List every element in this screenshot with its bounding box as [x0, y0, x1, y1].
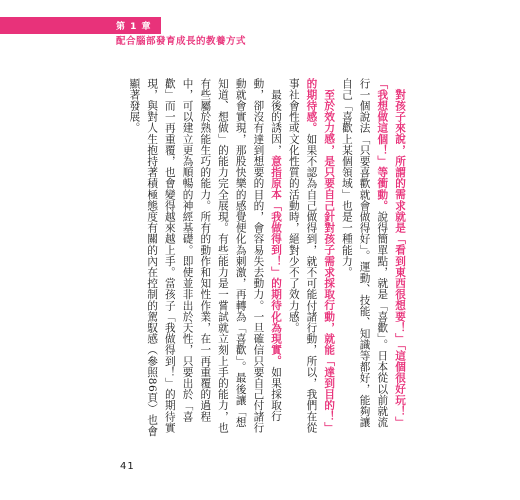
text-run: 如果採取行動，卻沒有達到想要的目的，會容易失去動力。一旦確信只要自己付諸行動就會實現，那股快樂的感覺便化為刺激，再轉為「喜歡」。最後讓「想知道、想做」的能力完全展現。有些能力是一嘗試就立刻上手的能力，也有些屬於熟能生巧的能力。所有的動作和知性作業，在一再重覆的過程中，可以建立更為順暢的神經基礎。即使並非出於天性，只要出於「喜歡」而一再重覆，也會變得越來越上手。當孩子「我做得到！」的期待實現，與對人生抱持著積極態度有關的內在控制的駕馭感（參照86頁）也會顯著發展。	[128, 78, 283, 437]
paragraph	[125, 78, 284, 438]
chapter-label: 第 1 章	[0, 17, 161, 34]
text-run: 說得簡單點，就是「喜歡」。日本從以前就流行一個說法「只要喜歡就會做得好」。運動、技能、知識等都好，能夠讓自己「喜歡上某個領域」也是一種能力。	[340, 78, 389, 428]
highlighted-text: 至於效力感，是只要自己針對孩子需求採取行動，就能「達到目的！」的期待感。	[305, 78, 336, 433]
paragraph	[284, 78, 337, 438]
paragraph	[337, 78, 408, 438]
body-text	[108, 78, 408, 438]
chapter-title: 配合腦部發育成長的教養方式	[116, 36, 247, 47]
highlighted-text: 意指原本「我做得到！」的期待化為現實。	[270, 155, 283, 367]
highlighted-text: 對孩子來說，所謂的需求就是「看到東西很想要！」「這個很好玩！」「我想做這個！」等衝動。	[376, 78, 406, 428]
page-number: 41	[120, 461, 135, 472]
text-run: 如果不認為自己做得到，就不可能付諸行動，所以，我們在從事社會性或文化性質的活動時，絕對少不了效力感。	[287, 78, 318, 434]
text-run: 最後的誘因，	[270, 88, 283, 156]
